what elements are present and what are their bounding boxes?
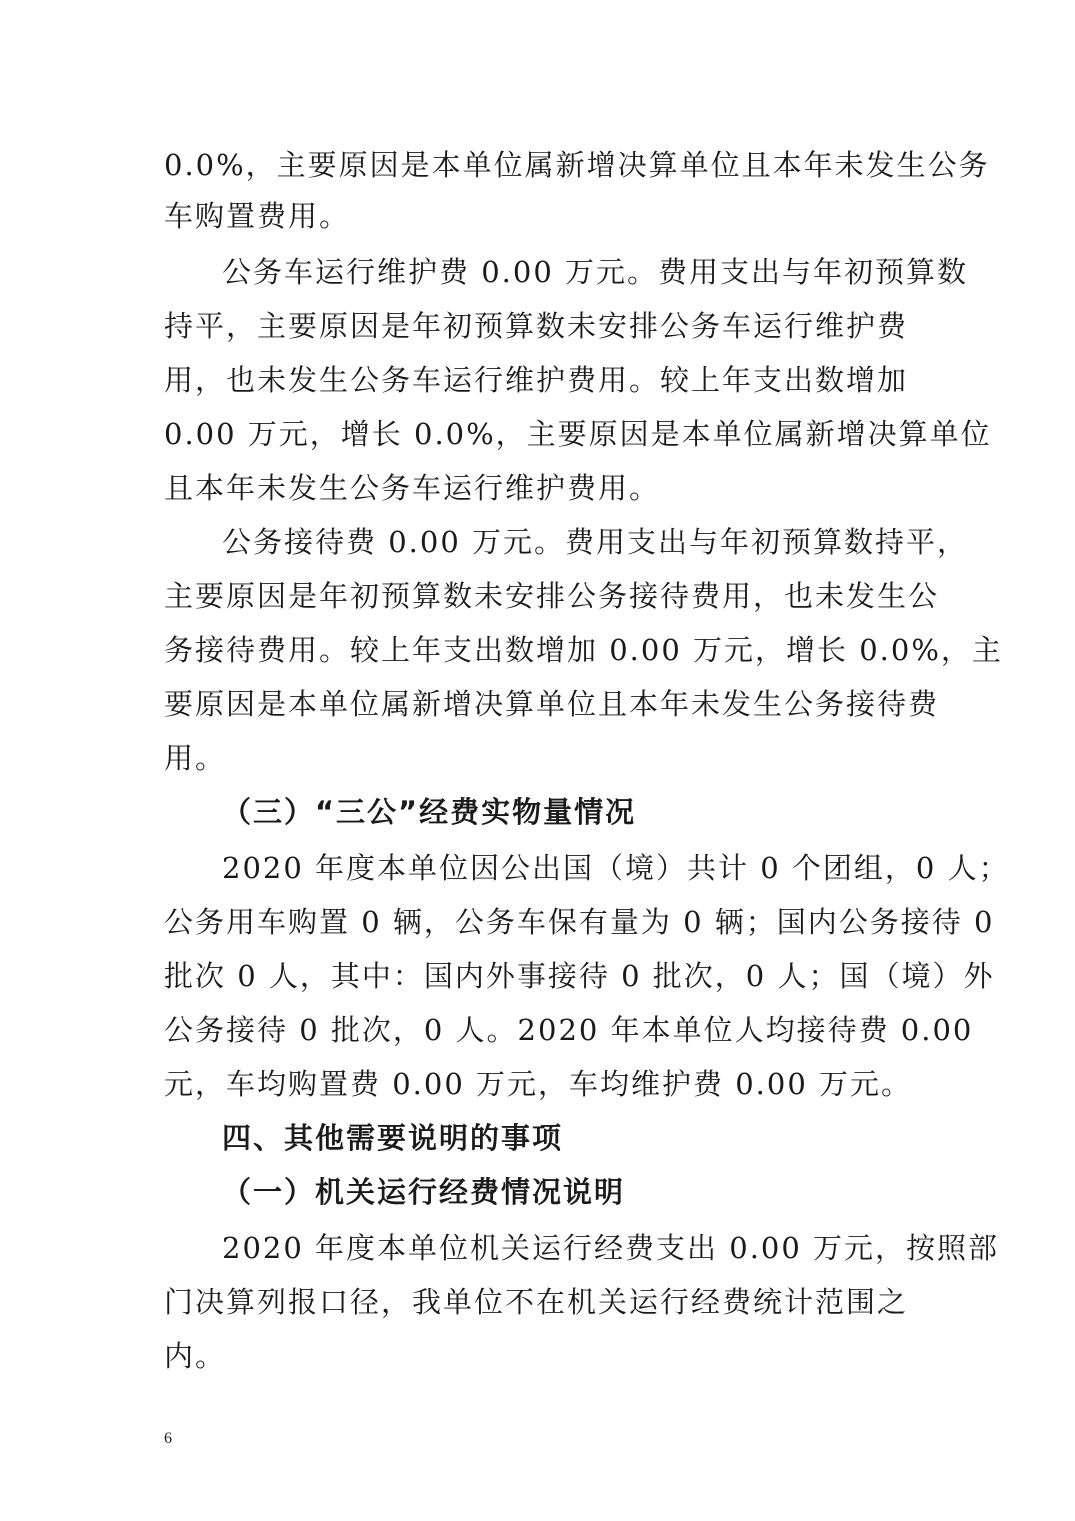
paragraph-line: 车购置费用。: [164, 199, 351, 233]
paragraph-line: 0.0%，主要原因是本单位属新增决算单位且本年未发生公务: [164, 148, 990, 182]
paragraph-line: 门决算列报口径，我单位不在机关运行经费统计范围之: [164, 1285, 909, 1319]
paragraph-line: 公务车运行维护费 0.00 万元。费用支出与年初预算数: [222, 255, 969, 289]
section-heading: （三）“三公”经费实物量情况: [222, 795, 637, 829]
paragraph-line: 持平，主要原因是年初预算数未安排公务车运行维护费: [164, 309, 909, 343]
paragraph-line: 用。: [164, 741, 227, 775]
paragraph-line: 批次 0 人，其中：国内外事接待 0 批次，0 人；国（境）外: [164, 959, 995, 993]
paragraph-line: 公务用车购置 0 辆，公务车保有量为 0 辆；国内公务接待 0: [164, 905, 995, 939]
paragraph-line: 务接待费用。较上年支出数增加 0.00 万元，增长 0.0%，主: [164, 633, 1003, 667]
subsection-heading: （一）机关运行经费情况说明: [222, 1175, 626, 1209]
page-number: 6: [164, 1430, 172, 1447]
paragraph-line: 元，车均购置费 0.00 万元，车均维护费 0.00 万元。: [164, 1067, 913, 1101]
paragraph-line: 0.00 万元，增长 0.0%，主要原因是本单位属新增决算单位: [164, 417, 992, 451]
paragraph-line: 2020 年度本单位因公出国（境）共计 0 个团组，0 人；: [222, 851, 1010, 885]
paragraph-line: 2020 年度本单位机关运行经费支出 0.00 万元，按照部: [222, 1231, 1000, 1265]
paragraph-line: 用，也未发生公务车运行维护费用。较上年支出数增加: [164, 363, 909, 397]
paragraph-line: 且本年未发生公务车运行维护费用。: [164, 471, 661, 505]
paragraph-line: 主要原因是年初预算数未安排公务接待费用，也未发生公: [164, 579, 940, 613]
paragraph-line: 要原因是本单位属新增决算单位且本年未发生公务接待费: [164, 687, 940, 721]
paragraph-line: 内。: [164, 1339, 227, 1373]
paragraph-line: 公务接待费 0.00 万元。费用支出与年初预算数持平，: [222, 525, 969, 559]
paragraph-line: 公务接待 0 批次，0 人。2020 年本单位人均接待费 0.00: [164, 1013, 974, 1047]
section-heading: 四、其他需要说明的事项: [222, 1121, 564, 1155]
